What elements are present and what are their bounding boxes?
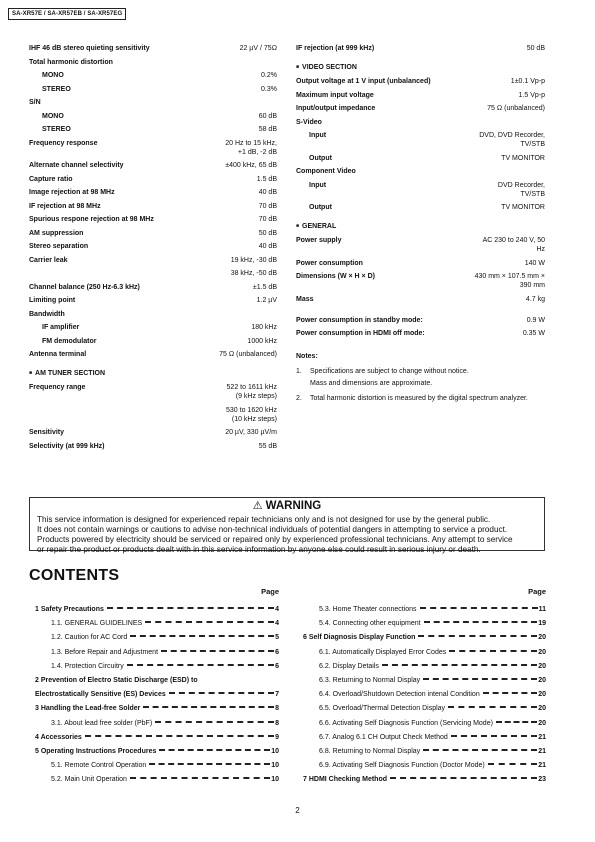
- toc-entry-title: 5.1. Remote Control Operation: [51, 762, 147, 770]
- warning-line: It does not contain warnings or cautions to advise non-technical individuals of potential dangers in attempting to service a product.: [37, 525, 508, 534]
- toc-leader-dots: [161, 646, 274, 652]
- spec-row: [296, 167, 545, 176]
- spec-row: [29, 98, 277, 107]
- warning-text: [30, 513, 544, 555]
- spec-row: [29, 406, 277, 424]
- spec-row: [29, 256, 277, 265]
- spec-row: [296, 104, 545, 113]
- spec-row: [296, 295, 545, 304]
- toc-leader-dots: [420, 603, 538, 609]
- spec-label: Antenna terminal: [29, 351, 87, 358]
- spec-label: Stereo separation: [29, 243, 89, 250]
- note-item: [296, 394, 545, 403]
- spec-value: 50 dB: [258, 229, 277, 237]
- notes-title: Notes:: [296, 353, 318, 360]
- spec-row: [29, 188, 277, 197]
- spec-value: 1.5 Vp-p: [518, 91, 545, 99]
- spec-value: 20 Hz to 15 kHz, +1 dB, -2 dB: [225, 139, 277, 156]
- contents-title: CONTENTS: [29, 567, 120, 584]
- spec-label: Power consumption in HDMI off mode:: [296, 330, 425, 337]
- toc-entry-title: 6.8. Returning to Normal Display: [319, 747, 421, 755]
- warning-box: [29, 497, 545, 554]
- toc-leader-dots: [130, 773, 270, 779]
- toc-leader-dots: [143, 702, 274, 708]
- spec-value: TV MONITOR: [501, 204, 545, 211]
- toc-leader-dots: [423, 745, 537, 751]
- note-subtext: Mass and dimensions are approximate.: [310, 380, 433, 387]
- toc-leader-dots: [382, 660, 537, 666]
- toc-leader-dots: [488, 759, 537, 765]
- spec-value: 1±0.1 Vp-p: [510, 78, 545, 85]
- specs-left-column: [29, 44, 277, 455]
- spec-row: [29, 125, 277, 134]
- spec-value: ±400 kHz, 65 dB: [225, 162, 277, 169]
- toc-left-column: [35, 587, 279, 789]
- spec-label: Output: [309, 204, 332, 211]
- toc-entry-page: 20: [538, 676, 546, 684]
- toc-entry-page: 23: [538, 776, 546, 784]
- spec-row: [29, 85, 277, 94]
- notes-list: [296, 367, 545, 403]
- spec-row: [29, 323, 277, 332]
- toc-leader-dots: [483, 688, 537, 694]
- spec-row: [296, 181, 545, 199]
- spec-label: IF amplifier: [42, 324, 80, 331]
- spec-label: IF rejection at 98 MHz: [29, 202, 101, 210]
- warning-line: Products powered by electricity should be serviced or repaired only by experienced professional technicians. Any attempt to service: [37, 535, 513, 544]
- video-specs: [296, 77, 545, 212]
- spec-row: [29, 296, 277, 305]
- spec-label: STEREO: [42, 126, 71, 133]
- spec-label: Power consumption in standby mode:: [296, 316, 423, 324]
- spec-label: Total harmonic distortion: [29, 58, 113, 66]
- spec-label: Input/output impedance: [296, 105, 376, 112]
- spec-value: 75 Ω (unbalanced): [487, 105, 545, 112]
- toc-leader-dots: [107, 603, 274, 609]
- note-text: Total harmonic distortion is measured by the digital spectrum analyzer.: [310, 395, 528, 402]
- spec-row: [29, 139, 277, 157]
- toc-page-header: Page: [528, 587, 546, 596]
- spec-label: Input: [309, 132, 327, 139]
- spec-label: Sensitivity: [29, 429, 65, 436]
- toc-entry-title: 6.1. Automatically Displayed Error Codes: [319, 648, 447, 656]
- toc-entry-title: 5.4. Connecting other equipment: [319, 620, 421, 628]
- spec-label: Channel balance (250 Hz-6.3 kHz): [29, 283, 140, 291]
- spec-value: 0.35 W: [522, 330, 545, 337]
- spec-row: [29, 112, 277, 121]
- toc-entry-page: 4: [275, 620, 279, 628]
- spec-value: 40 dB: [258, 189, 277, 196]
- toc-leader-dots: [145, 617, 274, 623]
- spec-label: MONO: [42, 112, 64, 120]
- spec-label: Mass: [296, 295, 314, 303]
- spec-label: S-Video: [296, 118, 322, 126]
- toc-entry-page: 11: [538, 606, 546, 613]
- spec-row: [29, 202, 277, 211]
- toc-entry-title: 6.2. Display Details: [319, 662, 379, 670]
- toc-entry-title: 6.7. Analog 6.1 CH Output Check Method: [319, 733, 448, 741]
- spec-value: DVD Recorder, TV/STB: [497, 181, 545, 198]
- spec-row: [29, 161, 277, 170]
- spec-label: Spurious respone rejection at 98 MHz: [29, 216, 154, 223]
- spec-value: 75 Ω (unbalanced): [219, 351, 277, 358]
- spec-value: 38 kHz, -50 dB: [230, 270, 277, 277]
- spec-row: [296, 203, 545, 212]
- am-specs: [29, 383, 277, 451]
- toc-leader-dots: [85, 731, 274, 737]
- general-specs: [296, 236, 545, 338]
- toc-entry-title: 6.9. Activating Self Diagnosis Function (Doctor Mode): [319, 762, 485, 770]
- toc-entry-title: 3.1. About lead free solder (PbF): [51, 719, 153, 727]
- spec-value: 70 dB: [258, 216, 277, 223]
- warning-line: or repair the product or products dealt with in this service information by anyone else could result in serious injury or death.: [37, 545, 481, 554]
- toc-entry: [35, 662, 279, 676]
- spec-row: [29, 242, 277, 251]
- spec-row: [296, 316, 545, 325]
- toc-entry-title: 1.4. Protection Circuitry: [51, 662, 124, 670]
- toc-leader-dots: [159, 745, 270, 751]
- toc-entry-page: 20: [538, 691, 546, 699]
- spec-row: [29, 269, 277, 278]
- toc-entry-page: 21: [538, 747, 546, 755]
- toc-entry-page: 10: [271, 747, 279, 755]
- spec-row: [296, 77, 545, 86]
- specs-right-column: [296, 44, 545, 406]
- toc-entry-title: 1.1. GENERAL GUIDELINES: [51, 620, 143, 628]
- general-section-title: ■ GENERAL: [296, 222, 545, 231]
- toc-entry-title: Electrostatically Sensitive (ES) Devices: [35, 691, 166, 699]
- spec-value: 0.9 W: [526, 316, 545, 324]
- model-label: SA-XR57E / SA-XR57EB / SA-XR57EG: [8, 8, 126, 20]
- fm-specs: [29, 44, 277, 359]
- spec-value: AC 230 to 240 V, 50 Hz: [482, 237, 545, 253]
- spec-row: [296, 259, 545, 268]
- spec-row: [29, 310, 277, 319]
- spec-value: 58 dB: [258, 126, 277, 133]
- toc-entry-page: 20: [538, 719, 546, 727]
- toc-entry-title: 4 Accessories: [35, 733, 82, 741]
- spec-value: 522 to 1611 kHz (9 kHz steps): [226, 384, 277, 400]
- spec-row: [29, 44, 277, 53]
- spec-value: 40 dB: [258, 243, 277, 250]
- spec-value: 0.2%: [261, 72, 277, 79]
- toc-leader-dots: [155, 717, 274, 723]
- toc-entry-page: 20: [538, 662, 546, 670]
- toc-leader-dots: [130, 631, 274, 637]
- spec-row: [29, 283, 277, 292]
- spec-row: [29, 383, 277, 401]
- spec-row: [29, 442, 277, 451]
- spec-label: Carrier leak: [29, 256, 68, 264]
- spec-value: 430 mm × 107.5 mm × 390 mm: [474, 273, 545, 289]
- spec-value: 4.7 kg: [525, 295, 545, 303]
- toc-leader-dots: [424, 617, 538, 623]
- note-number: 1.: [296, 368, 302, 375]
- warning-heading: [30, 500, 544, 513]
- toc-entry-page: 9: [275, 733, 279, 741]
- toc-entry-title: 1.2. Caution for AC Cord: [51, 634, 128, 642]
- spec-label: Input: [309, 181, 327, 189]
- spec-row: [29, 337, 277, 346]
- spec-row: [296, 272, 545, 290]
- toc-entry-title: 6 Self Diagnosis Display Function: [303, 634, 416, 642]
- spec-value: 1000 kHz: [247, 337, 277, 345]
- spec-value: 19 kHz, -30 dB: [230, 256, 277, 264]
- spec-label: Maximum input voltage: [296, 91, 374, 99]
- spec-value: 20 µV, 330 µV/m: [225, 429, 277, 436]
- toc-entry-title: 6.5. Overload/Thermal Detection Display: [319, 705, 446, 713]
- toc-right-list: [303, 605, 546, 789]
- toc-entry-title: 5.2. Main Unit Operation: [51, 776, 127, 784]
- notes: [296, 352, 545, 403]
- spec-row: [29, 175, 277, 184]
- spec-label: IF rejection (at 999 kHz): [296, 45, 375, 52]
- spec-value: TV MONITOR: [501, 154, 545, 162]
- spec-row: [29, 58, 277, 67]
- toc-leader-dots: [169, 688, 274, 694]
- toc-entry-page: 10: [271, 776, 279, 784]
- warning-triangle-icon: ⚠: [252, 500, 263, 512]
- spec-row: [296, 118, 545, 127]
- spec-label: Power consumption: [296, 259, 363, 267]
- spec-value: 180 kHz: [251, 324, 277, 331]
- spec-value: 60 dB: [258, 112, 277, 120]
- toc-entry-page: 4: [275, 606, 279, 613]
- toc-entry-title: 2 Prevention of Electro Static Discharge (ESD) to: [35, 676, 198, 684]
- toc-leader-dots: [390, 773, 537, 779]
- spec-row: [29, 215, 277, 224]
- warning-title: WARNING: [265, 500, 322, 512]
- spec-label: Output: [309, 154, 332, 162]
- video-section-title: ■ VIDEO SECTION: [296, 63, 545, 72]
- spec-label: IHF 46 dB stereo quieting sensitivity: [29, 45, 150, 52]
- toc-entry-page: 10: [271, 762, 279, 770]
- warning-line: This service information is designed for experienced repair technicians only and is not designed for use by the general public.: [37, 515, 491, 524]
- spec-label: Component Video: [296, 168, 356, 175]
- toc-leader-dots: [423, 674, 537, 680]
- spec-row: [296, 236, 545, 254]
- toc-entry-title: 5.3. Home Theater connections: [319, 606, 417, 613]
- toc-entry: [35, 775, 279, 789]
- spec-value: 0.3%: [261, 85, 277, 93]
- toc-entry-title: 3 Handling the Lead-free Solder: [35, 705, 141, 713]
- toc-entry-page: 19: [538, 620, 546, 628]
- spec-row: [296, 44, 545, 53]
- toc-left-list: [35, 605, 279, 789]
- note-text: Specifications are subject to change without notice.: [310, 368, 469, 375]
- toc-leader-dots: [127, 660, 274, 666]
- toc-entry-page: 8: [275, 705, 279, 713]
- spec-label: Bandwidth: [29, 310, 65, 318]
- spec-label: Frequency response: [29, 139, 98, 147]
- spec-label: FM demodulator: [42, 337, 97, 345]
- toc-entry-page: 5: [275, 634, 279, 642]
- spec-row: [29, 428, 277, 437]
- spec-label: Output voltage at 1 V input (unbalanced): [296, 78, 431, 85]
- toc-entry-title: 5 Operating Instructions Procedures: [35, 747, 157, 755]
- spec-row: [296, 329, 545, 338]
- spec-label: Capture ratio: [29, 175, 73, 183]
- spec-row: [296, 154, 545, 163]
- spec-value: 140 W: [524, 259, 545, 267]
- toc-right-column: [303, 587, 546, 789]
- spec-value: ±1.5 dB: [252, 283, 277, 291]
- toc-entry-page: 7: [275, 691, 279, 699]
- spec-label: Frequency range: [29, 384, 86, 391]
- spec-label: Image rejection at 98 MHz: [29, 189, 115, 196]
- spec-label: Alternate channel selectivity: [29, 162, 124, 169]
- toc-page-header: Page: [261, 587, 279, 596]
- toc-entry: [303, 775, 546, 789]
- spec-row: [29, 229, 277, 238]
- spec-label: Power supply: [296, 237, 342, 244]
- toc-entry-page: 20: [538, 648, 546, 656]
- spec-row: [29, 350, 277, 359]
- spec-label: MONO: [42, 72, 64, 79]
- spec-row: [296, 131, 545, 149]
- spec-value: 1.5 dB: [256, 175, 277, 183]
- toc-leader-dots: [448, 702, 537, 708]
- note-item: [296, 367, 545, 376]
- spec-row: [29, 71, 277, 80]
- toc-entry-page: 20: [538, 705, 546, 713]
- spec-value: 70 dB: [258, 202, 277, 210]
- spec-value: 530 to 1620 kHz (10 kHz steps): [226, 406, 277, 423]
- spec-label: S/N: [29, 99, 41, 106]
- toc-entry-page: 21: [538, 733, 546, 741]
- toc-entry-title: 6.4. Overload/Shutdown Detection intenal Condition: [319, 691, 480, 699]
- toc-leader-dots: [418, 631, 537, 637]
- toc-entry-page: 8: [275, 719, 279, 727]
- toc-entry-page: 20: [538, 634, 546, 642]
- toc-leader-dots: [451, 731, 537, 737]
- toc-leader-dots: [449, 646, 537, 652]
- note-number: 2.: [296, 395, 302, 402]
- am-section-title: ■ AM TUNER SECTION: [29, 369, 277, 378]
- toc-entry-page: 6: [275, 662, 279, 670]
- toc-entry-title: 6.3. Returning to Normal Display: [319, 676, 421, 684]
- toc-entry-title: 6.6. Activating Self Diagnosis Function (Servicing Mode): [319, 719, 493, 727]
- toc-leader-dots: [496, 717, 537, 723]
- if-specs: [296, 44, 545, 53]
- page-number: 2: [295, 806, 300, 815]
- spec-label: AM suppression: [29, 229, 84, 237]
- spec-label: Selectivity (at 999 kHz): [29, 442, 105, 450]
- spec-value: 1.2 µV: [256, 297, 277, 304]
- toc-entry-page: 21: [538, 762, 546, 770]
- toc-leader-dots: [149, 759, 270, 765]
- spec-row: [296, 91, 545, 100]
- toc-entry-title: 1.3. Before Repair and Adjustment: [51, 648, 159, 656]
- toc-entry-title: 1 Safety Precautions: [35, 606, 104, 613]
- spec-value: 22 µV / 75Ω: [239, 45, 277, 52]
- spec-label: Dimensions (W × H × D): [296, 273, 375, 280]
- toc-entry-page: 6: [275, 648, 279, 656]
- spec-label: STEREO: [42, 85, 71, 93]
- toc-entry-title: 7 HDMI Checking Method: [303, 776, 388, 784]
- spec-value: DVD, DVD Recorder, TV/STB: [479, 132, 545, 148]
- spec-value: 50 dB: [526, 45, 545, 52]
- spec-label: Limiting point: [29, 297, 76, 304]
- spec-value: 55 dB: [258, 442, 277, 450]
